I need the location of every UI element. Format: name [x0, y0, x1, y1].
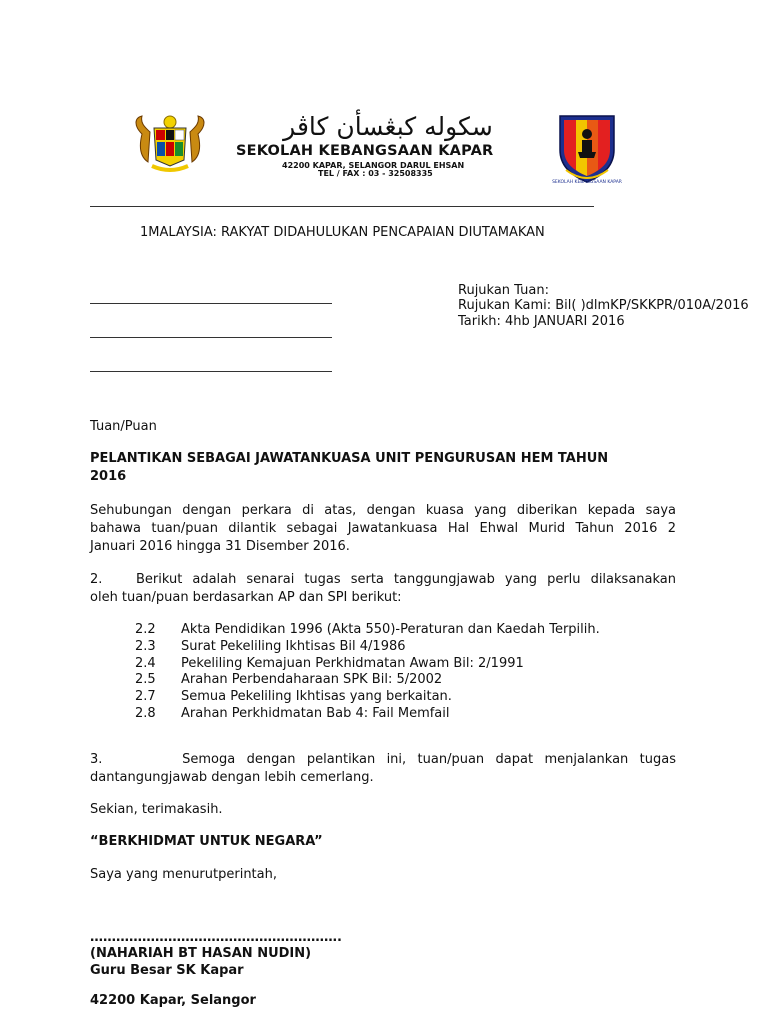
header-divider — [90, 206, 594, 207]
para2-line-1: Berikut adalah senarai tugas serta tanggungjawab yang perlu dilaksanakan — [136, 572, 676, 587]
list-item-number: 2.7 — [135, 689, 156, 704]
list-item-number: 2.4 — [135, 656, 156, 671]
slogan: 1MALAYSIA: RAKYAT DIDAHULUKAN PENCAPAIAN DIUTAMAKAN — [140, 225, 545, 240]
reference-rujukan-tuan: Rujukan Tuan: — [458, 283, 549, 298]
reference-date: Tarikh: 4hb JANUARI 2016 — [458, 314, 625, 329]
list-item-text: Surat Pekeliling Ikhtisas Bil 4/1986 — [181, 639, 406, 654]
para1-line-2: bahawa tuan/puan dilantik sebagai Jawatankuasa Hal Ehwal Murid Tahun 2016 2 — [90, 521, 676, 536]
signature-dots: …………………………………………………. — [90, 930, 342, 945]
salutation: Tuan/Puan — [90, 419, 157, 434]
para1-line-3: Januari 2016 hingga 31 Disember 2016. — [90, 539, 350, 554]
signatory-title: Guru Besar SK Kapar — [90, 963, 244, 978]
para2-line-2: oleh tuan/puan berdasarkan AP dan SPI berikut: — [90, 590, 402, 605]
para3-line-1: 3. Semoga dengan pelantikan ini, tuan/puan dapat menjalankan tugas — [90, 752, 676, 767]
coat-of-arms-icon — [128, 114, 212, 176]
school-crest-motto — [552, 174, 622, 188]
recipient-line-3 — [90, 371, 332, 372]
letterhead-phone: TEL / FAX : 03 - 32508335 — [318, 169, 433, 178]
motto: “BERKHIDMAT UNTUK NEGARA” — [90, 834, 323, 849]
list-item-number: 2.2 — [135, 622, 156, 637]
recipient-line-2 — [90, 337, 332, 338]
list-item-text: Arahan Perbendaharaan SPK Bil: 5/2002 — [181, 672, 443, 687]
para1-line-1: Sehubungan dengan perkara di atas, dengan kuasa yang diberikan kepada saya — [90, 503, 676, 518]
list-item-text: Semua Pekeliling Ikhtisas yang berkaitan. — [181, 689, 452, 704]
subject-line-1: PELANTIKAN SEBAGAI JAWATANKUASA UNIT PENGURUSAN HEM TAHUN — [90, 451, 609, 466]
recipient-line-1 — [90, 303, 332, 304]
list-item-number: 2.8 — [135, 706, 156, 721]
reference-rujukan-kami: Rujukan Kami: Bil( )dlmKP/SKKPR/010A/2016 — [458, 298, 749, 313]
signatory-name: (NAHARIAH BT HASAN NUDIN) — [90, 946, 312, 961]
list-item-number: 2.5 — [135, 672, 156, 687]
list-item-text: Akta Pendidikan 1996 (Akta 550)-Peraturan dan Kaedah Terpilih. — [181, 622, 600, 637]
para2-number: 2. — [90, 572, 103, 587]
closing: Sekian, terimakasih. — [90, 802, 223, 817]
para3-line-2: dantangungjawab dengan lebih cemerlang. — [90, 770, 374, 785]
letterhead-jawi-name: سکوله کبڠسأن کاڤر — [283, 112, 493, 141]
subject-line-2: 2016 — [90, 469, 127, 484]
svg-text:SEKOLAH KEBANGSAAN KAPAR: SEKOLAH KEBANGSAAN KAPAR — [552, 180, 622, 185]
list-item-text: Arahan Perkhidmatan Bab 4: Fail Memfail — [181, 706, 450, 721]
list-item-text: Pekeliling Kemajuan Perkhidmatan Awam Bil: 2/1991 — [181, 656, 524, 671]
signatory-address: 42200 Kapar, Selangor — [90, 993, 256, 1008]
letterhead-address: 42200 KAPAR, SELANGOR DARUL EHSAN — [282, 161, 465, 170]
yours-faithfully: Saya yang menurutperintah, — [90, 867, 277, 882]
letterhead-school-name: SEKOLAH KEBANGSAAN KAPAR — [236, 143, 494, 159]
list-item-number: 2.3 — [135, 639, 156, 654]
